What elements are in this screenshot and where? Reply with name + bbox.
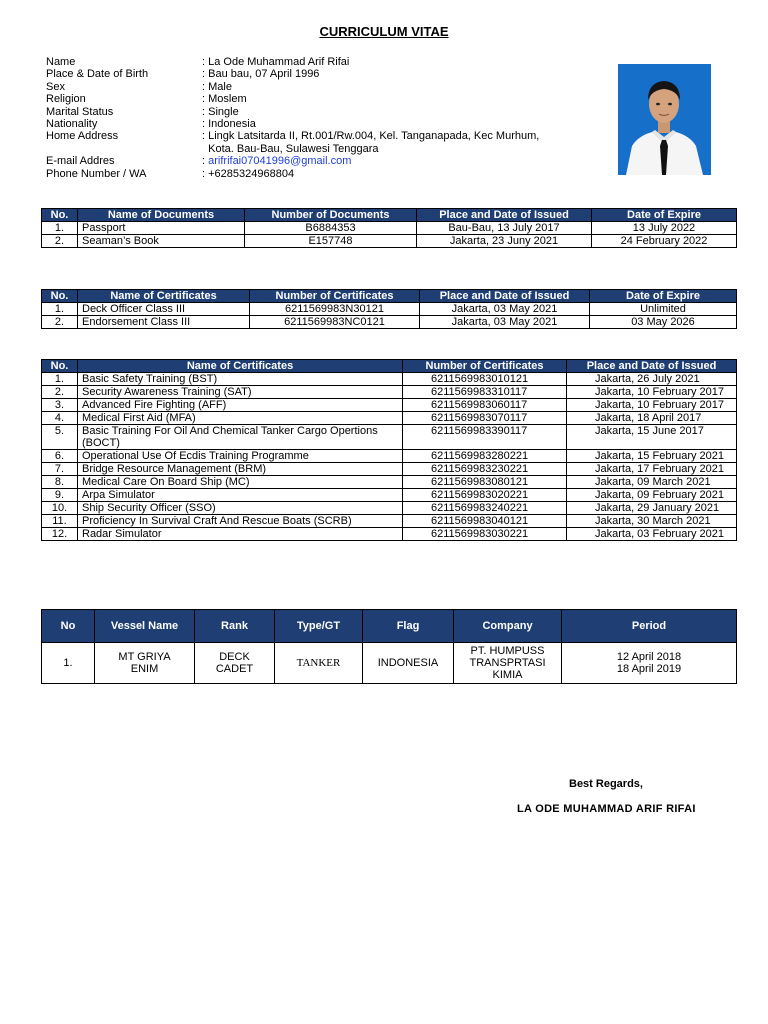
table-cell: 6211569983N30121 <box>250 303 420 316</box>
table-row <box>42 476 737 489</box>
table-cell: 1. <box>42 643 95 684</box>
table-cell: 4. <box>42 412 78 425</box>
table-row <box>42 222 737 235</box>
table-row <box>42 489 737 502</box>
column-header: Place and Date of Issued <box>420 290 590 303</box>
column-header: No <box>42 610 95 643</box>
table-cell: Basic Training For Oil And Chemical Tanker Cargo Opertions (BOCT) <box>78 425 403 450</box>
info-value: : Indonesia <box>202 117 256 130</box>
table-cell: Jakarta, 18 April 2017 <box>567 412 737 425</box>
table-cell: Medical Care On Board Ship (MC) <box>78 476 403 489</box>
info-value: : Single <box>202 105 239 118</box>
column-header: Date of Expire <box>590 290 737 303</box>
info-label: Nationality <box>46 117 98 130</box>
table-row <box>42 373 737 386</box>
email-value <box>202 155 351 167</box>
info-label: Marital Status <box>46 105 114 118</box>
table-row <box>42 463 737 476</box>
table-cell: 6. <box>42 450 78 463</box>
column-header: Name of Certificates <box>78 290 250 303</box>
table-cell: Jakarta, 30 March 2021 <box>567 515 737 528</box>
info-row <box>46 81 606 93</box>
table-cell: Jakarta, 15 June 2017 <box>567 425 737 450</box>
table-row <box>42 425 737 450</box>
column-header: Name of Documents <box>78 209 245 222</box>
table-cell: Radar Simulator <box>78 528 403 541</box>
info-value: : Male <box>202 80 232 93</box>
column-header: Number of Documents <box>245 209 417 222</box>
proficiency-certificates-table <box>41 359 737 541</box>
table-cell: 12 April 2018 18 April 2019 <box>562 643 737 684</box>
table-cell: 13 July 2022 <box>592 222 737 235</box>
competency-header-row <box>42 290 737 303</box>
info-row <box>46 106 606 118</box>
profile-photo <box>618 64 711 175</box>
table-cell: 6211569983080121 <box>403 476 567 489</box>
column-header: No. <box>42 360 78 373</box>
column-header: Period <box>562 610 737 643</box>
proficiency-header-row <box>42 360 737 373</box>
table-cell: 6211569983010121 <box>403 373 567 386</box>
info-label: Sex <box>46 80 65 93</box>
column-header: No. <box>42 209 78 222</box>
table-cell: Jakarta, 03 February 2021 <box>567 528 737 541</box>
table-cell: PT. HUMPUSS TRANSPRTASI KIMIA <box>454 643 562 684</box>
competency-certificates-table <box>41 289 737 329</box>
table-cell: Arpa Simulator <box>78 489 403 502</box>
closing-regards: Best Regards, <box>569 778 643 790</box>
table-cell: 2. <box>42 386 78 399</box>
table-cell: Seaman’s Book <box>78 235 245 248</box>
table-cell: 12. <box>42 528 78 541</box>
column-header: Number of Certificates <box>250 290 420 303</box>
column-header: Date of Expire <box>592 209 737 222</box>
table-cell: 6211569983310117 <box>403 386 567 399</box>
signature-name: LA ODE MUHAMMAD ARIF RIFAI <box>517 803 696 815</box>
table-cell: 6211569983060117 <box>403 399 567 412</box>
documents-header-row <box>42 209 737 222</box>
table-cell: 6211569983020221 <box>403 489 567 502</box>
table-cell: 6211569983030221 <box>403 528 567 541</box>
email-prefix: : <box>202 155 209 168</box>
column-header: Rank <box>195 610 275 643</box>
table-row <box>42 515 737 528</box>
table-cell: 1. <box>42 373 78 386</box>
table-cell: Jakarta, 29 January 2021 <box>567 502 737 515</box>
table-row <box>42 450 737 463</box>
table-cell: Proficiency In Survival Craft And Rescue Boats (SCRB) <box>78 515 403 528</box>
table-cell: Ship Security Officer (SSO) <box>78 502 403 515</box>
table-cell: Security Awareness Training (SAT) <box>78 386 403 399</box>
table-cell: 6211569983240221 <box>403 502 567 515</box>
table-cell: Deck Officer Class III <box>78 303 250 316</box>
table-cell: 2. <box>42 235 78 248</box>
table-cell: Bau-Bau, 13 July 2017 <box>417 222 592 235</box>
table-cell: Operational Use Of Ecdis Training Programme <box>78 450 403 463</box>
table-cell: Jakarta, 03 May 2021 <box>420 316 590 329</box>
info-value: : La Ode Muhammad Arif Rifai <box>202 56 350 68</box>
table-row <box>42 399 737 412</box>
documents-table <box>41 208 737 248</box>
table-cell: Passport <box>78 222 245 235</box>
table-cell: Jakarta, 10 February 2017 <box>567 399 737 412</box>
table-cell: B6884353 <box>245 222 417 235</box>
table-cell: 9. <box>42 489 78 502</box>
table-cell: Endorsement Class III <box>78 316 250 329</box>
info-label: Home Address <box>46 130 119 143</box>
column-header: No. <box>42 290 78 303</box>
info-row <box>46 155 606 167</box>
table-cell: Jakarta, 26 July 2021 <box>567 373 737 386</box>
table-cell: 6211569983040121 <box>403 515 567 528</box>
table-cell: 7. <box>42 463 78 476</box>
table-cell: E157748 <box>245 235 417 248</box>
table-cell: 3. <box>42 399 78 412</box>
table-cell: Jakarta, 15 February 2021 <box>567 450 737 463</box>
person-portrait-icon <box>618 64 711 175</box>
table-cell: INDONESIA <box>363 643 454 684</box>
table-cell: 6211569983070117 <box>403 412 567 425</box>
table-row <box>42 502 737 515</box>
table-cell: Jakarta, 17 February 2021 <box>567 463 737 476</box>
table-cell: 6211569983230221 <box>403 463 567 476</box>
table-cell: Advanced Fire Fighting (AFF) <box>78 399 403 412</box>
info-row <box>46 118 606 130</box>
table-cell: Jakarta, 23 Juny 2021 <box>417 235 592 248</box>
table-row <box>42 235 737 248</box>
info-row <box>46 93 606 105</box>
table-cell: MT GRIYA ENIM <box>95 643 195 684</box>
cv-title: CURRICULUM VITAE <box>319 24 449 39</box>
table-row <box>42 412 737 425</box>
table-cell: 03 May 2026 <box>590 316 737 329</box>
table-cell: 1. <box>42 303 78 316</box>
table-row <box>42 528 737 541</box>
info-row <box>46 168 606 180</box>
column-header: Name of Certificates <box>78 360 403 373</box>
column-header: Vessel Name <box>95 610 195 643</box>
table-cell: Jakarta, 09 March 2021 <box>567 476 737 489</box>
table-cell: 6211569983280221 <box>403 450 567 463</box>
table-cell: Jakarta, 03 May 2021 <box>420 303 590 316</box>
table-cell: 24 February 2022 <box>592 235 737 248</box>
info-value: : Lingk Latsitarda II, Rt.001/Rw.004, Kel. Tanganapada, Kec Murhum, Kota. Bau-Bau, Sulawesi Tenggara <box>202 130 540 155</box>
info-value: : Bau bau, 07 April 1996 <box>202 68 320 81</box>
table-cell: 6211569983390117 <box>403 425 567 450</box>
table-cell: 1. <box>42 222 78 235</box>
table-row <box>42 643 737 684</box>
table-cell: 11. <box>42 515 78 528</box>
sea-experience-table <box>41 609 737 684</box>
table-cell: Medical First Aid (MFA) <box>78 412 403 425</box>
sea-experience-header-row <box>42 610 737 643</box>
table-cell: Jakarta, 09 February 2021 <box>567 489 737 502</box>
table-cell: Unlimited <box>590 303 737 316</box>
table-row <box>42 386 737 399</box>
table-cell: Bridge Resource Management (BRM) <box>78 463 403 476</box>
table-cell: 10. <box>42 502 78 515</box>
column-header: Company <box>454 610 562 643</box>
personal-details <box>46 56 606 180</box>
column-header: Flag <box>363 610 454 643</box>
info-label: Name <box>46 56 76 68</box>
info-label: Religion <box>46 93 86 106</box>
column-header: Place and Date of Issued <box>417 209 592 222</box>
column-header: Number of Certificates <box>403 360 567 373</box>
info-row <box>46 68 606 80</box>
column-header: Type/GT <box>275 610 363 643</box>
table-cell: 6211569983NC0121 <box>250 316 420 329</box>
table-cell: Jakarta, 10 February 2017 <box>567 386 737 399</box>
column-header: Place and Date of Issued <box>567 360 737 373</box>
info-value: : Moslem <box>202 93 247 106</box>
info-row <box>46 130 606 155</box>
table-cell: 5. <box>42 425 78 450</box>
table-row <box>42 303 737 316</box>
info-row <box>46 56 606 68</box>
table-cell: 2. <box>42 316 78 329</box>
email-link[interactable]: arifrifai07041996@gmail.com <box>208 155 352 168</box>
table-cell: DECK CADET <box>195 643 275 684</box>
info-label: E-mail Addres <box>46 155 115 168</box>
table-row <box>42 316 737 329</box>
table-cell: 8. <box>42 476 78 489</box>
info-label: Place & Date of Birth <box>46 68 149 81</box>
info-value: : +6285324968804 <box>202 167 295 180</box>
table-cell: TANKER <box>275 643 363 684</box>
info-label: Phone Number / WA <box>46 167 147 180</box>
table-cell: Basic Safety Training (BST) <box>78 373 403 386</box>
